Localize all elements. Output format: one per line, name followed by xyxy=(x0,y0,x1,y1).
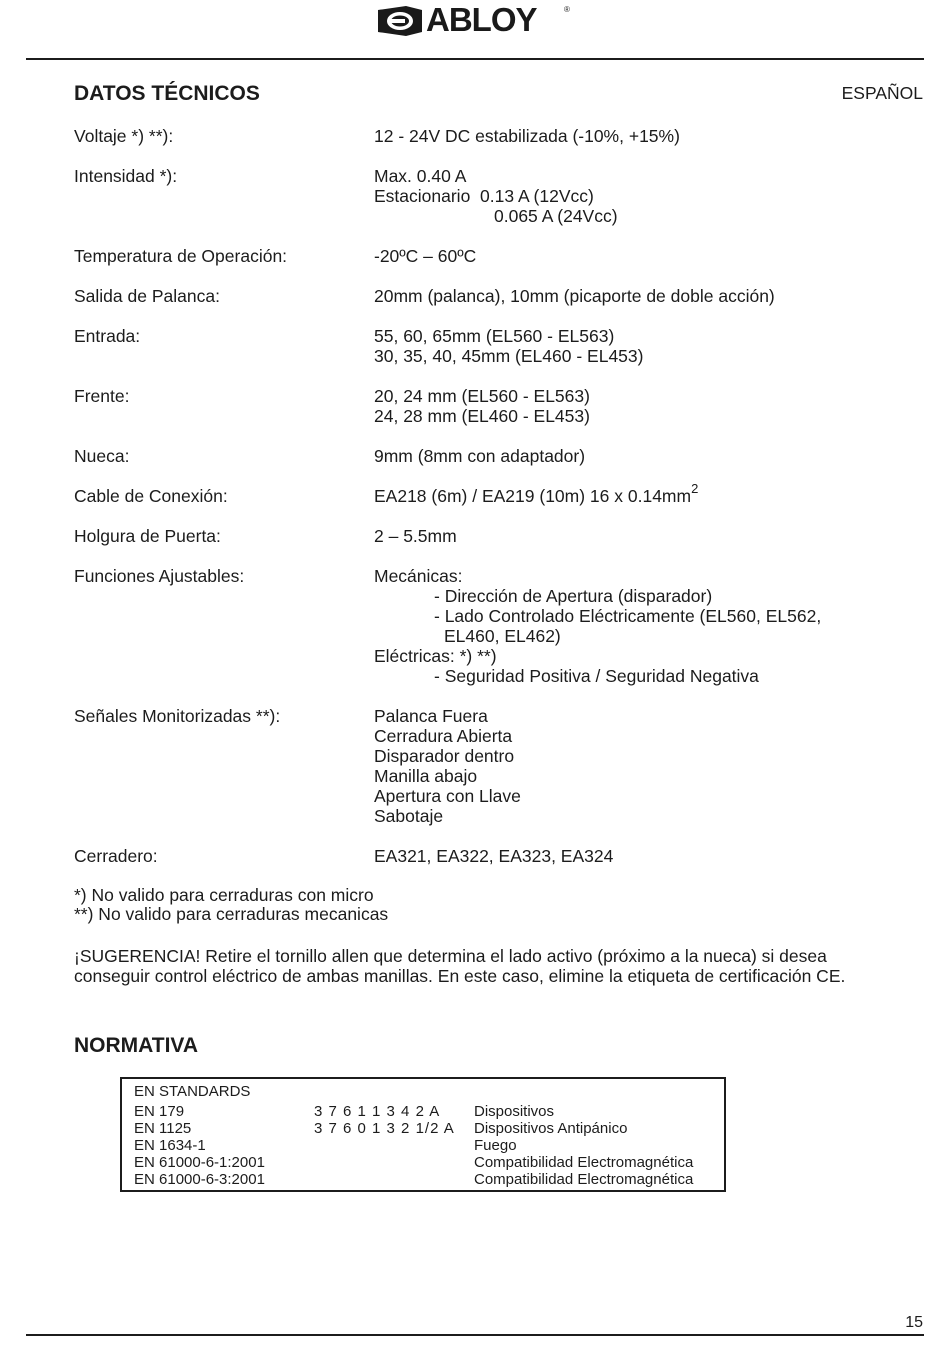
spec-label: Temperatura de Operación: xyxy=(74,246,288,266)
spec-value xyxy=(374,446,894,466)
spec-line: Estacionario 0.13 A (12Vcc) xyxy=(374,186,594,206)
spec-line: Cerradura Abierta xyxy=(374,726,513,746)
spec-value xyxy=(374,326,894,366)
spec-row-cable xyxy=(74,481,894,506)
spec-row-voltage xyxy=(74,126,894,146)
spec-label: Cerradero: xyxy=(74,846,158,866)
spec-label: Cable de Conexión: xyxy=(74,486,228,506)
spec-label: Nueca: xyxy=(74,446,130,466)
standard-number xyxy=(314,1137,474,1154)
spec-line: Eléctricas: *) **) xyxy=(374,646,497,666)
spec-line: 24, 28 mm (EL460 - EL453) xyxy=(374,406,590,426)
spec-line: 9mm (8mm con adaptador) xyxy=(374,446,586,466)
spec-line: 12 - 24V DC estabilizada (-10%, +15%) xyxy=(374,126,680,146)
spec-value xyxy=(374,126,894,146)
standard-code: EN 1634-1 xyxy=(134,1137,206,1154)
spec-line: - Lado Controlado Eléctricamente (EL560, EL562, xyxy=(434,606,822,626)
spec-line: Apertura con Llave xyxy=(374,786,521,806)
spec-row-lever-output xyxy=(74,286,894,306)
standard-row xyxy=(134,1120,734,1137)
footnotes xyxy=(74,886,388,924)
standard-description: Fuego xyxy=(474,1137,517,1154)
cable-text: EA218 (6m) / EA219 (10m) 16 x 0.14mm xyxy=(374,486,692,506)
spec-row-monitored-signals xyxy=(74,706,894,826)
spec-value xyxy=(374,526,894,546)
spec-line: 20, 24 mm (EL560 - EL563) xyxy=(374,386,590,406)
spec-label: Funciones Ajustables: xyxy=(74,566,245,586)
standard-number xyxy=(314,1154,474,1171)
spec-row-faceplate xyxy=(74,386,894,426)
spec-line: Max. 0.40 A xyxy=(374,166,467,186)
spec-row-strike xyxy=(74,846,894,866)
standard-code: EN 179 xyxy=(134,1103,185,1120)
spec-label: Holgura de Puerta: xyxy=(74,526,221,546)
spec-line: 30, 35, 40, 45mm (EL460 - EL453) xyxy=(374,346,644,366)
spec-line: 20mm (palanca), 10mm (picaporte de doble acción) xyxy=(374,286,775,306)
spec-table xyxy=(74,126,894,866)
standards-box-title: EN STANDARDS xyxy=(134,1083,251,1100)
spec-label: Señales Monitorizadas **): xyxy=(74,706,281,726)
spec-line: Sabotaje xyxy=(374,806,444,826)
spec-label: Voltaje *) **): xyxy=(74,126,174,146)
bottom-rule xyxy=(26,1334,924,1336)
standard-description: Compatibilidad Electromagnética xyxy=(474,1171,694,1188)
hint-paragraph: ¡SUGERENCIA! Retire el tornillo allen que determina el lado activo (próximo a la nueca) si desea conseguir control eléctrico de ambas manillas. En este caso, elimine la etiqueta de certificación CE. xyxy=(74,946,846,986)
spec-value xyxy=(374,246,894,266)
spec-line: Disparador dentro xyxy=(374,746,515,766)
spec-value xyxy=(374,286,894,306)
spec-row-adjustable-functions xyxy=(74,566,894,686)
spec-row-current xyxy=(74,166,894,226)
footnote-mechanical: **) No valido para cerraduras mecanicas xyxy=(74,904,389,924)
spec-value xyxy=(374,846,894,866)
superscript-two: 2 xyxy=(691,481,699,497)
spec-row-door-gap xyxy=(74,526,894,546)
standard-description: Compatibilidad Electromagnética xyxy=(474,1154,694,1171)
spec-line: Manilla abajo xyxy=(374,766,478,786)
spec-line: - Dirección de Apertura (disparador) xyxy=(434,586,713,606)
spec-line: -20ºC – 60ºC xyxy=(374,246,477,266)
spec-value xyxy=(374,386,894,426)
standard-number: 3 7 6 1 1 3 4 2 A xyxy=(314,1103,441,1120)
standard-description: Dispositivos xyxy=(474,1103,555,1120)
page-number: 15 xyxy=(905,1314,923,1331)
standard-description: Dispositivos Antipánico xyxy=(474,1120,628,1137)
standard-row xyxy=(134,1154,734,1171)
standard-number xyxy=(314,1171,474,1188)
spec-line: 55, 60, 65mm (EL560 - EL563) xyxy=(374,326,615,346)
standard-number: 3 7 6 0 1 3 2 1/2 A xyxy=(314,1120,455,1137)
spec-line: EA321, EA322, EA323, EA324 xyxy=(374,846,614,866)
abloy-key-icon xyxy=(376,4,424,38)
spec-line: Mecánicas: xyxy=(374,566,463,586)
spec-row-spindle xyxy=(74,446,894,466)
standard-row xyxy=(134,1103,734,1120)
spec-label: Frente: xyxy=(74,386,130,406)
spec-value xyxy=(374,706,894,826)
registered-mark: ® xyxy=(564,5,570,14)
standard-code: EN 1125 xyxy=(134,1120,192,1137)
spec-row-backset xyxy=(74,326,894,366)
standard-code: EN 61000-6-3:2001 xyxy=(134,1171,265,1188)
spec-label: Entrada: xyxy=(74,326,141,346)
spec-line: Palanca Fuera xyxy=(374,706,488,726)
abloy-logo xyxy=(376,3,574,39)
spec-line xyxy=(374,481,894,506)
standards-list xyxy=(134,1103,734,1188)
spec-line: - Seguridad Positiva / Seguridad Negativa xyxy=(434,666,759,686)
spec-line: 2 – 5.5mm xyxy=(374,526,457,546)
spec-value xyxy=(374,481,894,506)
standard-row xyxy=(134,1137,734,1154)
brand-name: ABLOY xyxy=(426,1,537,38)
technical-data-title: DATOS TÉCNICOS xyxy=(74,82,260,105)
standard-code: EN 61000-6-1:2001 xyxy=(134,1154,265,1171)
top-rule xyxy=(26,58,924,60)
spec-line: EL460, EL462) xyxy=(444,626,561,646)
spec-line: 0.065 A (24Vcc) xyxy=(494,206,618,226)
spec-row-temperature xyxy=(74,246,894,266)
standards-box xyxy=(120,1077,726,1192)
spec-label: Salida de Palanca: xyxy=(74,286,220,306)
spec-value xyxy=(374,166,894,226)
standards-title: NORMATIVA xyxy=(74,1034,199,1057)
standard-row xyxy=(134,1171,734,1188)
spec-value xyxy=(374,566,894,686)
language-label: ESPAÑOL xyxy=(841,83,923,103)
footnote-micro: *) No valido para cerraduras con micro xyxy=(74,885,374,905)
spec-label: Intensidad *): xyxy=(74,166,178,186)
